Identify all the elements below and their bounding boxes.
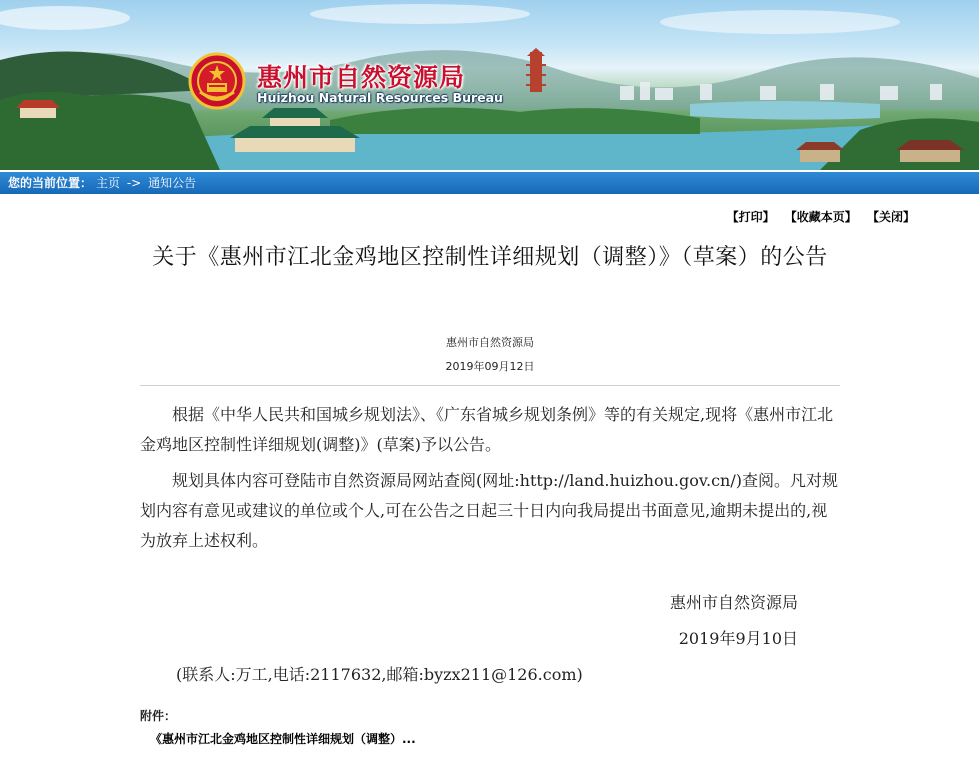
breadcrumb-notices[interactable]: 通知公告: [148, 176, 197, 190]
breadcrumb-separator: ->: [126, 176, 142, 190]
attachment-label: 附件：: [140, 709, 177, 723]
page-tools: [721, 208, 915, 225]
favorite-link[interactable]: 【收藏本页】: [784, 210, 857, 224]
article-source: 惠州市自然资源局: [446, 336, 534, 349]
article-date: 2019年09月12日: [445, 360, 535, 373]
breadcrumb-home[interactable]: 主页: [96, 176, 121, 190]
divider: [140, 385, 840, 386]
close-link[interactable]: 【关闭】: [866, 210, 915, 224]
article-paragraph: 根据《中华人民共和国城乡规划法》、《广东省城乡规划条例》等的有关规定,现将《惠州市江北金鸡地区控制性详细规划(调整)》(草案)予以公告。: [140, 405, 834, 454]
print-link[interactable]: 【打印】: [726, 210, 775, 224]
site-subtitle: Huizhou Natural Resources Bureau: [257, 90, 503, 105]
site-title: 惠州市自然资源局: [257, 63, 466, 92]
location-label: 您的当前位置：: [8, 176, 93, 190]
article-signer: 惠州市自然资源局: [669, 593, 798, 612]
site-banner: [0, 0, 979, 170]
attachment-link[interactable]: 《惠州市江北金鸡地区控制性详细规划（调整）...: [150, 732, 416, 746]
article-contact: (联系人:万工,电话:2117632,邮箱:byzx211@126.com): [176, 665, 583, 684]
article-paragraph: 规划具体内容可登陆市自然资源局网站查阅(网址:http://land.huizhou.gov.cn/)查阅。凡对规划内容有意见或建议的单位或个人,可在公告之日起三十日内向我局提出书面意见,逾期未提出的,视为放弃上述权利。: [140, 471, 838, 550]
article-title: 关于《惠州市江北金鸡地区控制性详细规划（调整）》（草案）的公告: [152, 245, 828, 270]
article-sign-date: 2019年9月10日: [678, 629, 798, 648]
banner-landscape: [0, 0, 979, 170]
breadcrumb: [96, 172, 199, 194]
national-emblem-icon: [188, 52, 246, 110]
location-bar: [0, 172, 979, 194]
